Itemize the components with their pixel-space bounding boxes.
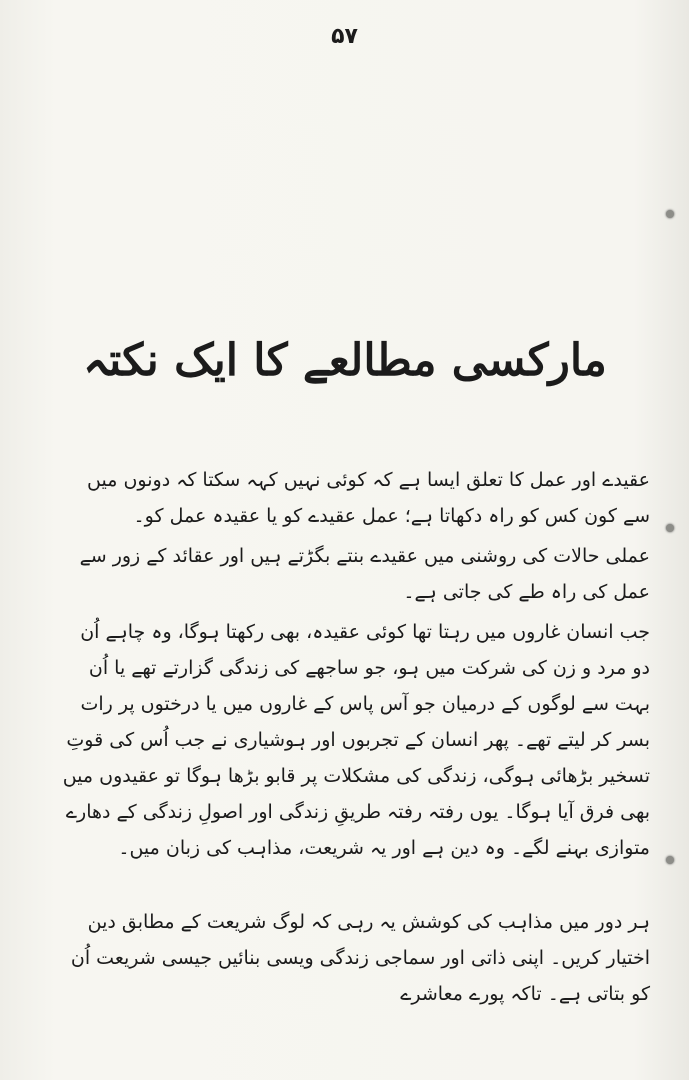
paragraph-1: عقیدے اور عمل کا تعلق ایسا ہے کہ کوئی نہیں کہہ سکتا کہ دونوں میں سے کون کس کو راہ دکھاتا ہے؛ عمل عقیدے کو یا عقیدہ عمل کو۔ bbox=[87, 469, 650, 527]
paragraph-2: عملی حالات کی روشنی میں عقیدے بنتے بگڑتے ہیں اور عقائد کے زور سے عمل کی راہ طے کی جاتی ہے۔ bbox=[79, 545, 650, 603]
chapter-title: مارکسی مطالعے کا ایک نکتہ bbox=[83, 335, 607, 386]
binding-hole bbox=[666, 524, 674, 532]
binding-hole bbox=[666, 856, 674, 864]
binding-hole bbox=[666, 210, 674, 218]
body-text bbox=[58, 462, 650, 1012]
page-number: ۵۷ bbox=[331, 24, 358, 49]
paragraph-3: جب انسان غاروں میں رہتا تھا کوئی عقیدہ، بھی رکھتا ہوگا، وہ چاہے اُن دو مرد و زن کی شرکت میں ہو، جو ساجھے کی زندگی گزارتے تھے یا اُن بہت سے لوگوں کے درمیان جو آس پاس کے غاروں میں یا درختوں پر رات بسر کر لیتے تھے۔ پھر انسان کے تجربوں اور ہوشیاری نے جب اُس کی قوتِ تسخیر بڑھائی ہوگی، زندگی کی مشکلات پر قابو بڑھا ہوگا تو عقیدوں میں بھی فرق آیا ہوگا۔ یوں رفتہ رفتہ طریقِ زندگی اور اصولِ زندگی کے دھارے متوازی بہنے لگے۔ وہ دین ہے اور یہ شریعت، مذاہب کی زبان میں۔ bbox=[62, 621, 650, 859]
paragraph-4: ہر دور میں مذاہب کی کوشش یہ رہی کہ لوگ شریعت کے مطابق دین اختیار کریں۔ اپنی ذاتی اور سماجی زندگی ویسی بنائیں جیسی شریعت اُن کو بتاتی ہے۔ تاکہ پورے معاشرے bbox=[70, 911, 650, 1005]
